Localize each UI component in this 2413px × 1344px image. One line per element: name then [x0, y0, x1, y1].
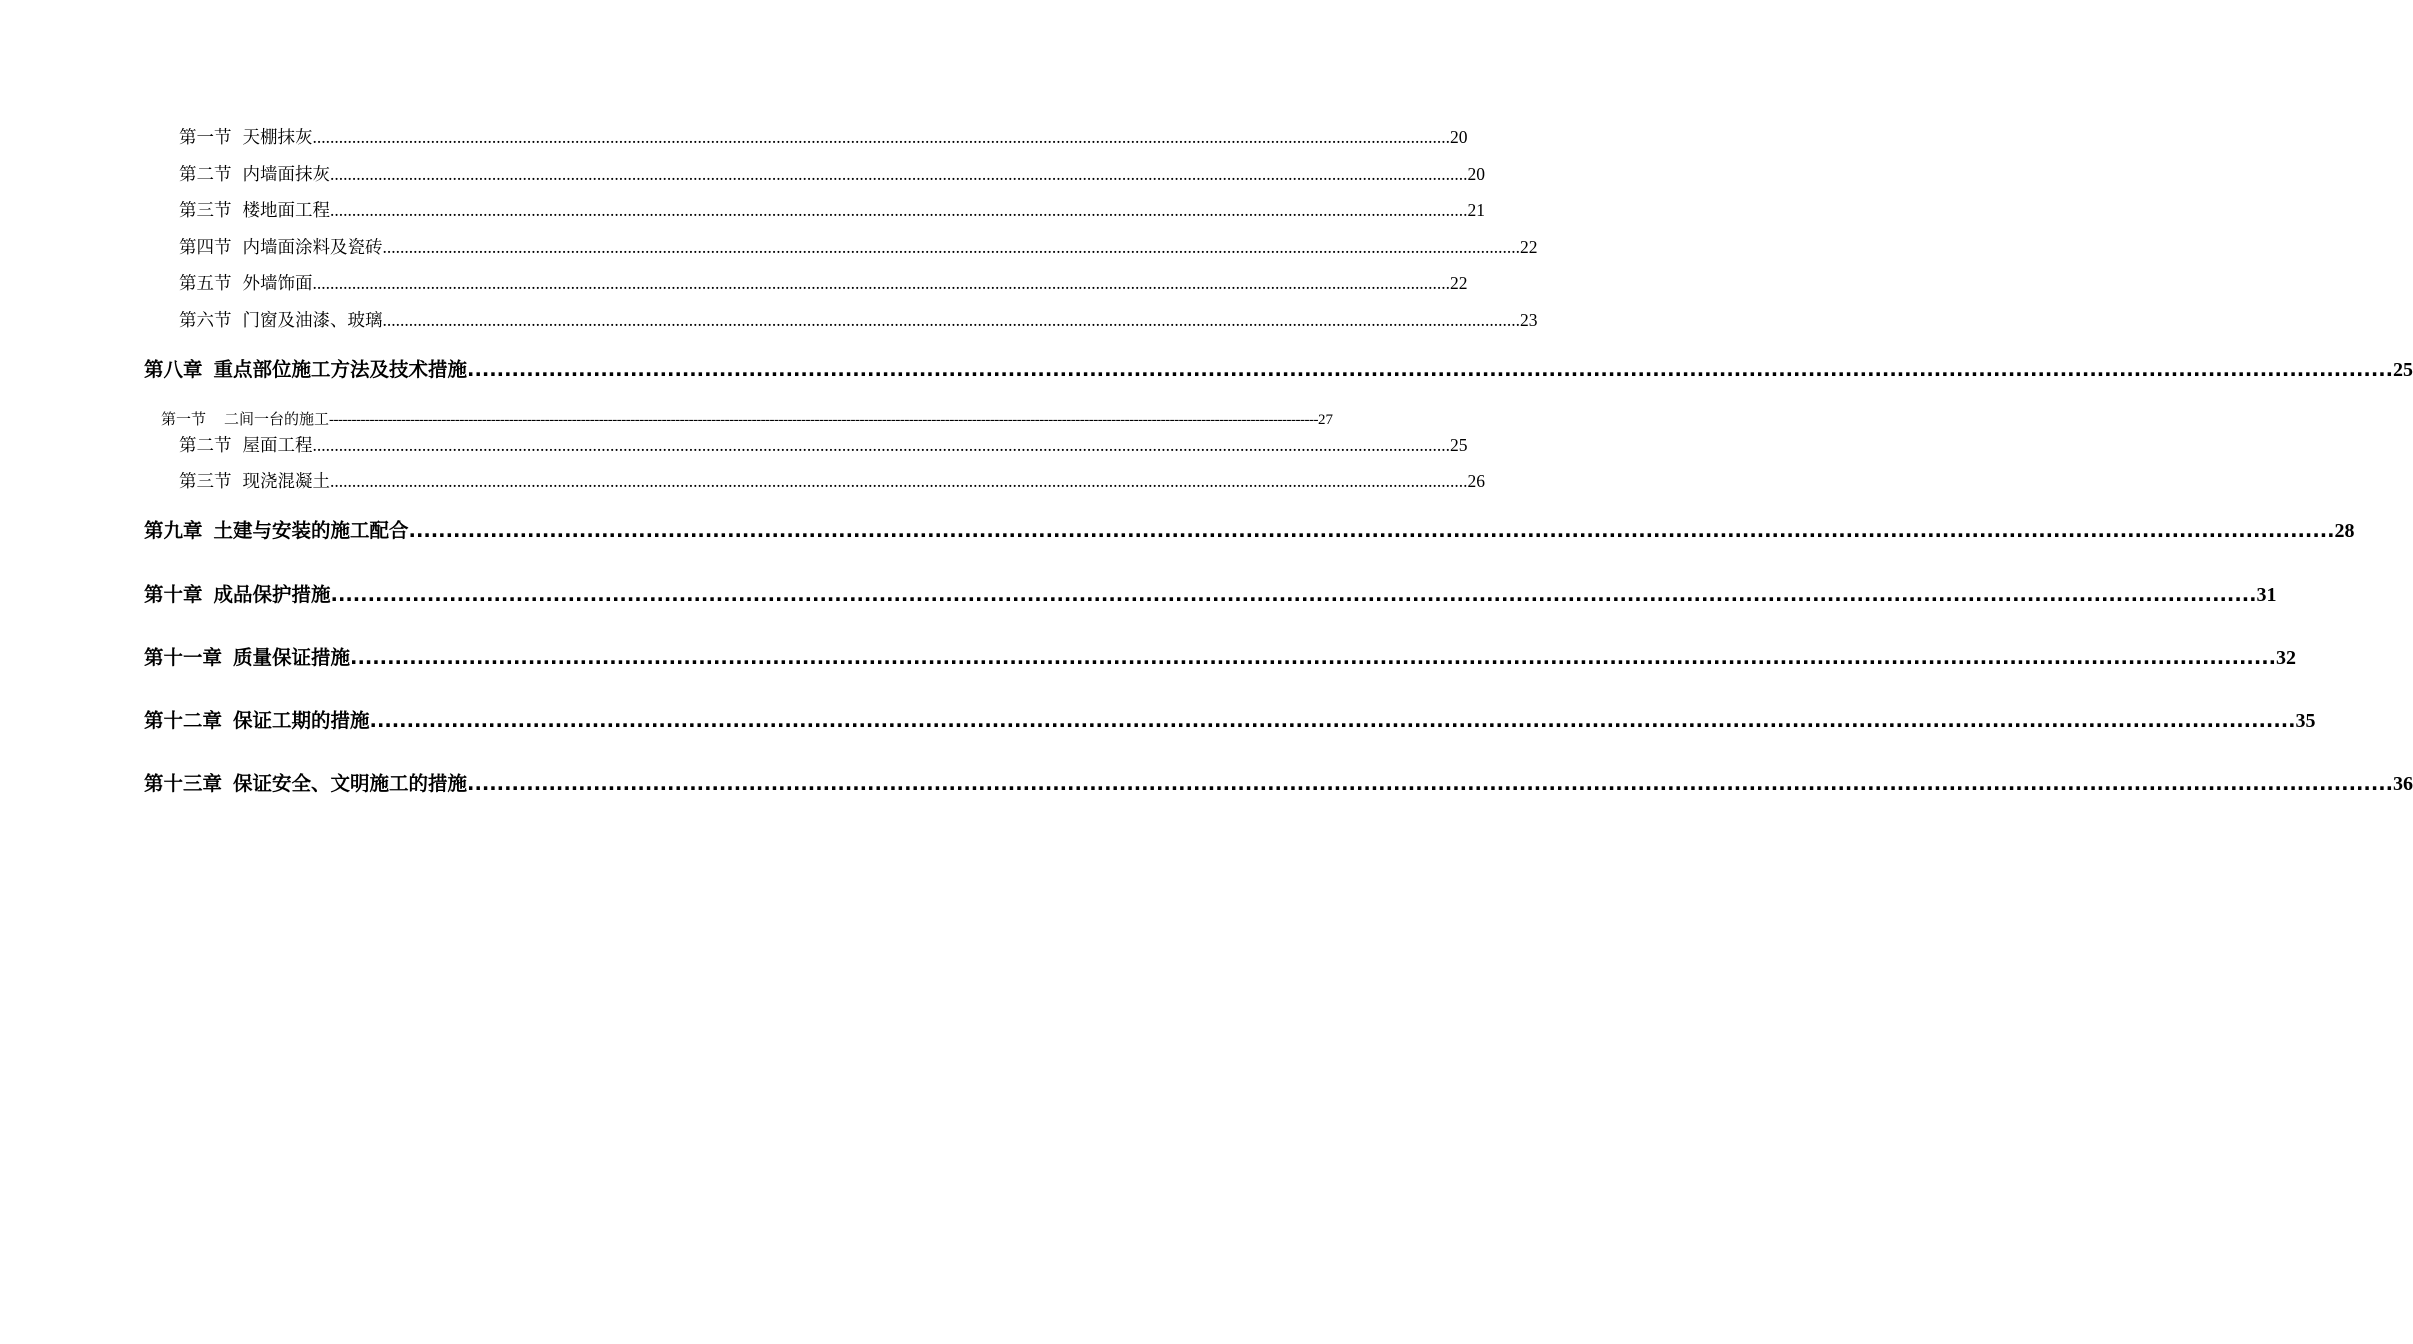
dot-leader: .................................................................................................................................................................................................................................................................... [350, 646, 2277, 669]
dot-leader: .................................................................................................................................................................................................................................................................... [330, 583, 2257, 606]
dot-leader: .................................................................................................................................................................................................................................................................... [330, 164, 1468, 184]
page-number: 32 [2276, 647, 2297, 669]
dot-leader: .................................................................................................................................................................................................................................................................... [467, 772, 2394, 795]
toc-section-entry[interactable] [179, 469, 1485, 493]
chapter-number: 第十二章 [144, 709, 223, 732]
dot-leader: .................................................................................................................................................................................................................................................................... [408, 519, 2335, 542]
page-number: 31 [2256, 584, 2277, 606]
toc-section-entry[interactable] [179, 162, 1485, 186]
chapter-number: 第十章 [144, 583, 203, 606]
toc-section-entry[interactable] [179, 125, 1468, 149]
page-number: 20 [1467, 164, 1485, 184]
page-number: 23 [1520, 310, 1538, 330]
section-title: 二间一台的施工 [224, 412, 330, 428]
chapter-number: 第八章 [144, 358, 203, 381]
toc-section-entry[interactable] [179, 433, 1468, 457]
chapter-title: 保证安全、文明施工的措施 [233, 772, 468, 795]
page-number: 27 [1317, 412, 1333, 428]
section-title: 内墙面抹灰 [242, 164, 330, 184]
page-number: 20 [1450, 127, 1468, 147]
section-number: 第四节 [179, 237, 232, 257]
dot-leader: .................................................................................................................................................................................................................................................................... [312, 127, 1450, 147]
dot-leader: .................................................................................................................................................................................................................................................................... [330, 200, 1468, 220]
chapter-title: 土建与安装的施工配合 [213, 519, 409, 542]
page-number: 26 [1467, 471, 1485, 491]
toc-chapter-entry[interactable] [144, 580, 2277, 610]
dot-leader: .................................................................................................................................................................................................................................................................... [312, 435, 1450, 455]
section-number: 第三节 [179, 471, 232, 491]
section-title: 内墙面涂料及瓷砖 [242, 237, 383, 257]
page-number: 28 [2334, 520, 2355, 542]
section-number: 第三节 [179, 200, 232, 220]
chapter-title: 成品保护措施 [213, 583, 331, 606]
page-number: 25 [1450, 435, 1468, 455]
section-number: 第一节 [179, 127, 232, 147]
toc-chapter-entry[interactable] [144, 706, 2316, 736]
page-number: 22 [1450, 273, 1468, 293]
dash-leader: ---------------------------------------------------------------------------------------------------------------------------------------------------------------------------------------------------------------------------- [329, 412, 1318, 428]
dot-leader: .................................................................................................................................................................................................................................................................... [382, 310, 1520, 330]
section-title: 楼地面工程 [242, 200, 330, 220]
section-number: 第六节 [179, 310, 232, 330]
page-number: 36 [2393, 773, 2413, 795]
toc-chapter-entry[interactable] [144, 516, 2355, 546]
toc-chapter-entry[interactable] [144, 355, 2413, 385]
page-number: 35 [2295, 710, 2316, 732]
section-title: 现浇混凝土 [242, 471, 330, 491]
chapter-title: 重点部位施工方法及技术措施 [213, 358, 468, 381]
page-number: 25 [2393, 359, 2413, 381]
section-title: 门窗及油漆、玻璃 [242, 310, 383, 330]
toc-section-entry[interactable] [179, 308, 1538, 332]
chapter-number: 第九章 [144, 519, 203, 542]
dot-leader: .................................................................................................................................................................................................................................................................... [312, 273, 1450, 293]
section-title: 屋面工程 [242, 435, 313, 455]
dot-leader: .................................................................................................................................................................................................................................................................... [382, 237, 1520, 257]
dot-leader: .................................................................................................................................................................................................................................................................... [369, 709, 2296, 732]
toc-section-entry[interactable] [161, 410, 1333, 430]
toc-section-entry[interactable] [179, 235, 1538, 259]
chapter-number: 第十三章 [144, 772, 223, 795]
chapter-title: 质量保证措施 [233, 646, 351, 669]
section-number: 第一节 [161, 412, 207, 428]
section-number: 第二节 [179, 435, 232, 455]
toc-section-entry[interactable] [179, 198, 1485, 222]
page-number: 21 [1467, 200, 1485, 220]
section-title: 天棚抹灰 [242, 127, 313, 147]
section-number: 第二节 [179, 164, 232, 184]
section-title: 外墙饰面 [242, 273, 313, 293]
page-number: 22 [1520, 237, 1538, 257]
toc-chapter-entry[interactable] [144, 769, 2413, 799]
chapter-title: 保证工期的措施 [233, 709, 370, 732]
dot-leader: .................................................................................................................................................................................................................................................................... [467, 358, 2394, 381]
toc-chapter-entry[interactable] [144, 643, 2297, 673]
section-number: 第五节 [179, 273, 232, 293]
toc-section-entry[interactable] [179, 271, 1468, 295]
dot-leader: .................................................................................................................................................................................................................................................................... [330, 471, 1468, 491]
chapter-number: 第十一章 [144, 646, 223, 669]
